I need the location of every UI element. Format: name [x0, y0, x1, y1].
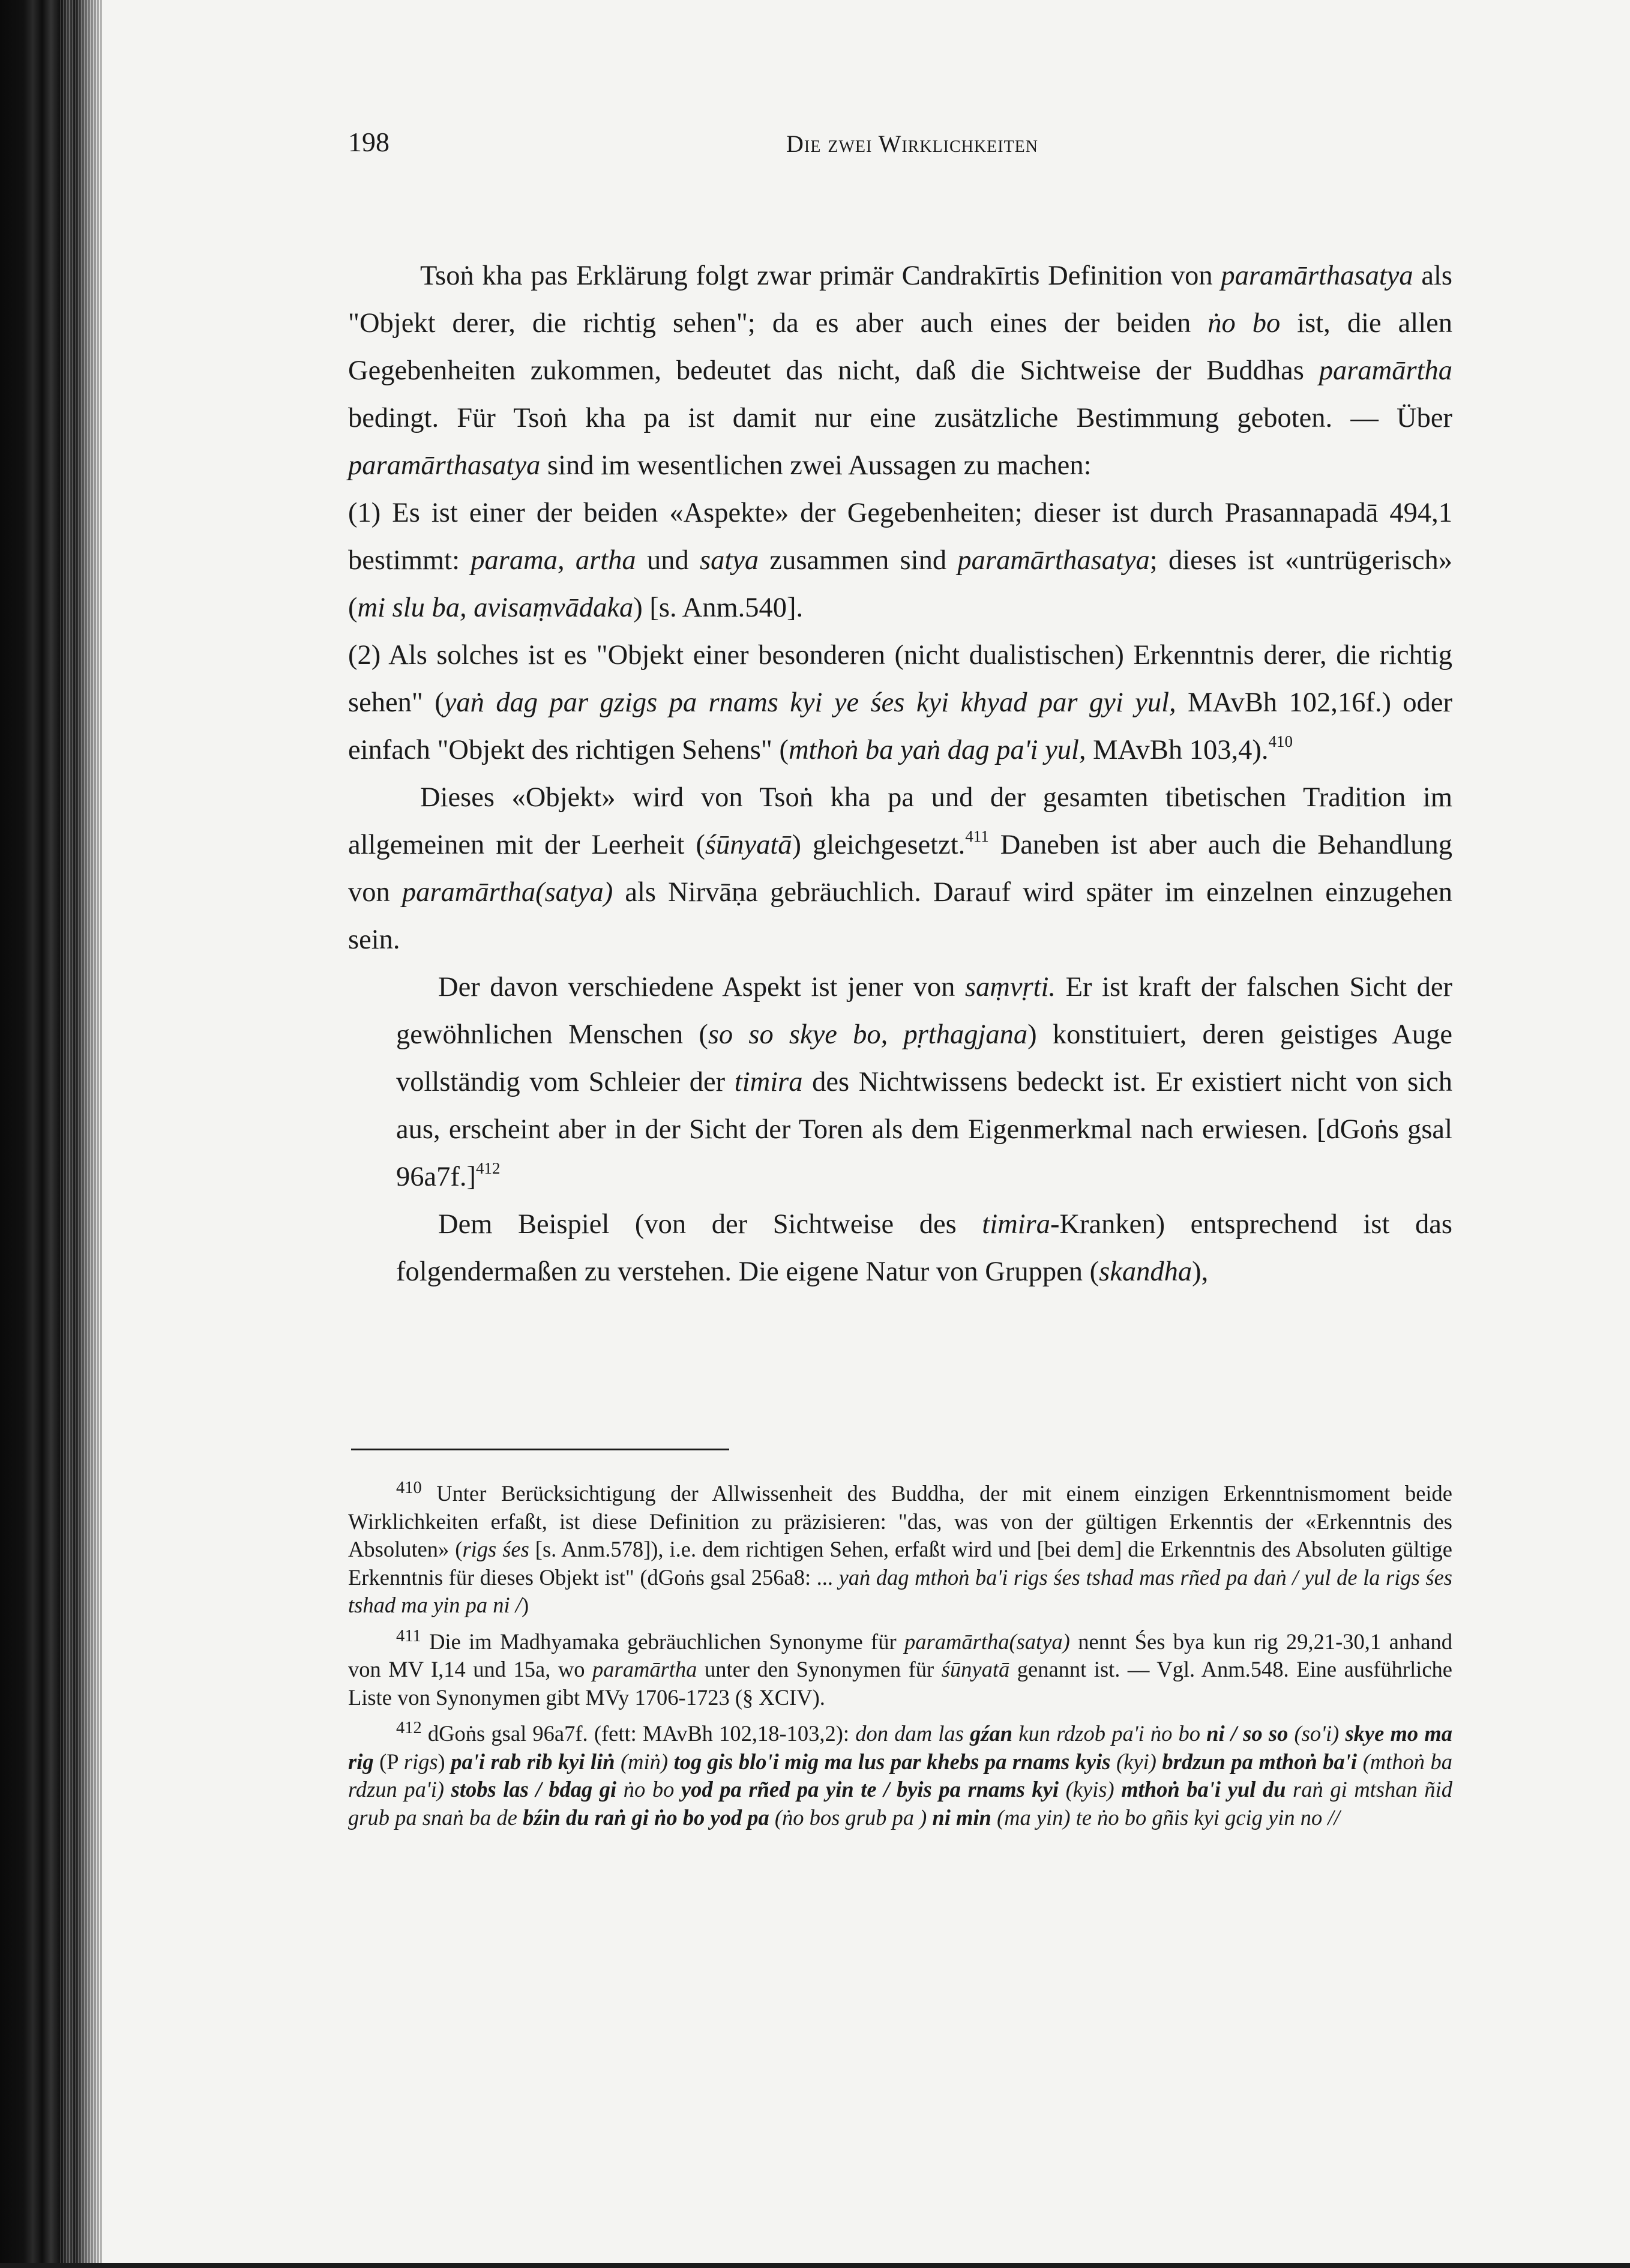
- paragraph-6: Dem Beispiel (von der Sichtweise des timira-Kranken) entsprechend ist das folgendermaßen zu verstehen. Die eigene Natur von Gruppen (skandha),: [396, 1209, 1452, 1287]
- paragraph-2: (1) Es ist einer der beiden «Aspekte» der Gegebenheiten; dieser ist durch Prasannapadā 494,1 bestimmt: parama, artha und satya zusammen sind paramārthasatya; dieses ist «untrügerisch» (mi slu ba, avisaṃvādaka) [s. Anm.540].: [348, 498, 1453, 623]
- footnote-number: 412: [396, 1719, 422, 1738]
- page-number: 198: [348, 127, 389, 157]
- footnote-ref-411[interactable]: 411: [965, 827, 989, 845]
- footnote-number: 411: [396, 1626, 421, 1645]
- footnote-separator: [351, 1449, 729, 1450]
- footnote-410: $^{410}$ Unter Berücksichtigung der Allwissenheit des Buddha, der mit einem einzigen Erkenntnismoment beide Wirklichkeiten erfaßt, ist diese Definition zu präzisieren: "das, was von der gültigen Erkenntis der «Erkenntnis des Absoluten» (rigs śes [s. Anm.578]), i.e. dem richtigen Sehen, erfaßt wird und [bei dem] die Erkenntnis des Absoluten gültige Erkenntnis für dieses Objekt ist" (dGoṅs gsal 256a8: ... yaṅ dag mthoṅ ba'i rigs śes tshad mas rñed pa daṅ / yul de la rigs śes tshad ma yin pa ni /): [348, 1479, 1452, 1617]
- footnote-number: 410: [396, 1479, 422, 1498]
- footnote-412: $^{412}$ dGoṅs gsal 96a7f. (fett: MAvBh 102,18-103,2): don dam las gźan kun rdzob pa'i ṅo bo ni / so so (so'i) skye mo ma rig (P rigs) pa'i rab rib kyi liṅ (miṅ) tog gis blo'i mig ma lus par khebs pa rnams kyis (kyi) brdzun pa mthoṅ ba'i (mthoṅ ba rdzun pa'i) stobs las / bdag gi ṅo bo yod pa rñed pa yin te / byis pa rnams kyi (kyis) mthoṅ ba'i yul du raṅ gi mtshan ñid grub pa snaṅ ba de bźin du raṅ gi ṅo bo yod pa (ṅo bos grub pa ) ni min (ma yin) te ṅo bo gñis kyi gcig yin no //: [348, 1719, 1453, 1830]
- footnotes: [348, 1480, 1452, 1840]
- paragraph-3: (2) Als solches ist es "Objekt einer besonderen (nicht dualistischen) Erkenntnis derer, die richtig sehen" (yaṅ dag par gzigs pa rnams kyi ye śes kyi khyad par gyi yul, MAvBh 102,16f.) oder einfach "Objekt des richtigen Sehens" (mthoṅ ba yaṅ dag pa'i yul, MAvBh 103,4).$^{410}$: [348, 640, 1452, 765]
- main-text: [348, 252, 1452, 1295]
- paragraph-1: Tsoṅ kha pas Erklärung folgt zwar primär Candrakīrtis Definition von paramārthasatya als "Objekt derer, die richtig sehen"; da es aber auch eines der beiden ṅo bo ist, die allen Gegebenheiten zukommen, bedeutet das nicht, daß die Sichtweise der Buddhas paramārtha bedingt. Für Tsoṅ kha pa ist damit nur eine zusätzliche Bestimmung geboten. — Über paramārthasatya sind im wesentlichen zwei Aussagen zu machen:: [348, 261, 1453, 481]
- footnote-ref-412[interactable]: 412: [475, 1159, 501, 1177]
- book-binding-texture: [60, 0, 102, 2268]
- paragraph-5: Der davon verschiedene Aspekt ist jener von saṃvṛti. Er ist kraft der falschen Sicht der gewöhnlichen Menschen (so so skye bo, pṛthagjana) konstituiert, deren geistiges Auge vollständig vom Schleier der timira des Nichtwissens bedeckt ist. Er existiert nicht von sich aus, erscheint aber in der Sicht der Toren als dem Eigenmerkmal nach erwiesen. [dGoṅs gsal 96a7f.]$^{412}$: [396, 972, 1453, 1192]
- paragraph-4: Dieses «Objekt» wird von Tsoṅ kha pa und der gesamten tibetischen Tradition im allgemeinen mit der Leerheit (śūnyatā) gleichgesetzt.$^{411}$ Daneben ist aber auch die Behandlung von paramārtha(satya) als Nirvāṇa gebräuchlich. Darauf wird später im einzelnen einzugehen sein.: [348, 782, 1453, 955]
- footnote-ref-410[interactable]: 410: [1268, 732, 1293, 750]
- footnote-411: $^{411}$ Die im Madhyamaka gebräuchlichen Synonyme für paramārtha(satya) nennt Śes bya kun rig 29,21-30,1 anhand von MV I,14 und 15a, wo paramārtha unter den Synonymen für śūnyatā genannt ist. — Vgl. Anm.548. Eine ausführliche Liste von Synonymen gibt MVy 1706-1723 (§ XCIV).: [348, 1626, 1452, 1710]
- page-header: [348, 126, 1476, 162]
- scan-bottom-edge: [0, 2263, 1630, 2268]
- running-head: Die zwei Wirklichkeiten: [786, 130, 1038, 157]
